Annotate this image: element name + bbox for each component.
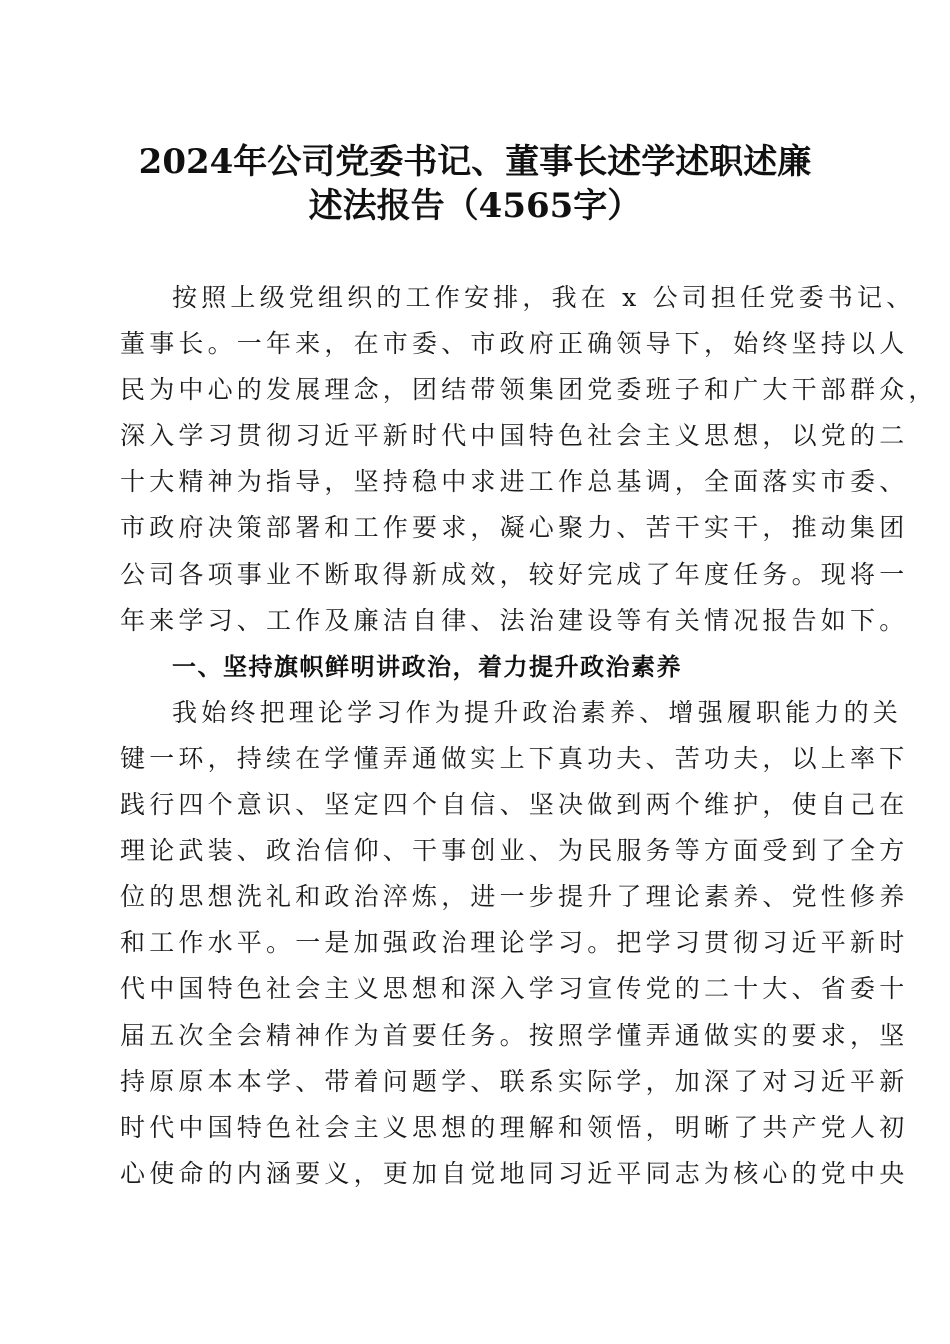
document-body [120, 275, 938, 1197]
paragraph-line: 我始终把理论学习作为提升政治素养、增强履职能力的关 [172, 697, 903, 727]
paragraph-line: 届五次全会精神作为首要任务。按照学懂弄通做实的要求，坚 [120, 1020, 909, 1050]
paragraph-line: 时代中国特色社会主义思想的理解和领悟，明晰了共产党人初 [120, 1112, 909, 1142]
paragraph-line: 市政府决策部署和工作要求，凝心聚力、苦干实干，推动集团 [120, 513, 909, 543]
paragraph-line: 践行四个意识、坚定四个自信、坚决做到两个维护，使自己在 [120, 790, 909, 820]
paragraph-line: 年来学习、工作及廉洁自律、法治建设等有关情况报告如下。 [120, 605, 909, 635]
paragraph-line: 持原原本本学、带着问题学、联系实际学，加深了对习近平新 [120, 1066, 909, 1096]
document-title-line-2: 述法报告（4565字） [308, 186, 642, 226]
document-title-line-1: 2024年公司党委书记、董事长述学述职述廉 [138, 142, 812, 182]
paragraph-line: 深入学习贯彻习近平新时代中国特色社会主义思想，以党的二 [120, 421, 909, 451]
paragraph-line: 董事长。一年来，在市委、市政府正确领导下，始终坚持以人 [120, 329, 909, 359]
paragraph-line: 代中国特色社会主义思想和深入学习宣传党的二十大、省委十 [120, 974, 909, 1004]
paragraph-line: 键一环，持续在学懂弄通做实上下真功夫、苦功夫，以上率下 [120, 743, 909, 773]
paragraph-line: 位的思想洗礼和政治淬炼，进一步提升了理论素养、党性修养 [120, 882, 909, 912]
paragraph-line: 心使命的内涵要义，更加自觉地同习近平同志为核心的党中央 [120, 1158, 909, 1188]
paragraph-line: 公司各项事业不断取得新成效，较好完成了年度任务。现将一 [120, 559, 909, 589]
paragraph-line: 理论武装、政治信仰、干事创业、为民服务等方面受到了全方 [120, 836, 909, 866]
paragraph-line: 民为中心的发展理念，团结带领集团党委班子和广大干部群众， [120, 375, 938, 405]
paragraph-line: 十大精神为指导，坚持稳中求进工作总基调，全面落实市委、 [120, 467, 909, 497]
paragraph-line: 和工作水平。一是加强政治理论学习。把学习贯彻习近平新时 [120, 928, 909, 958]
paragraph-line: 按照上级党组织的工作安排，我在 x 公司担任党委书记、 [172, 283, 916, 312]
section-heading: 一、坚持旗帜鲜明讲政治，着力提升政治素养 [172, 652, 682, 681]
